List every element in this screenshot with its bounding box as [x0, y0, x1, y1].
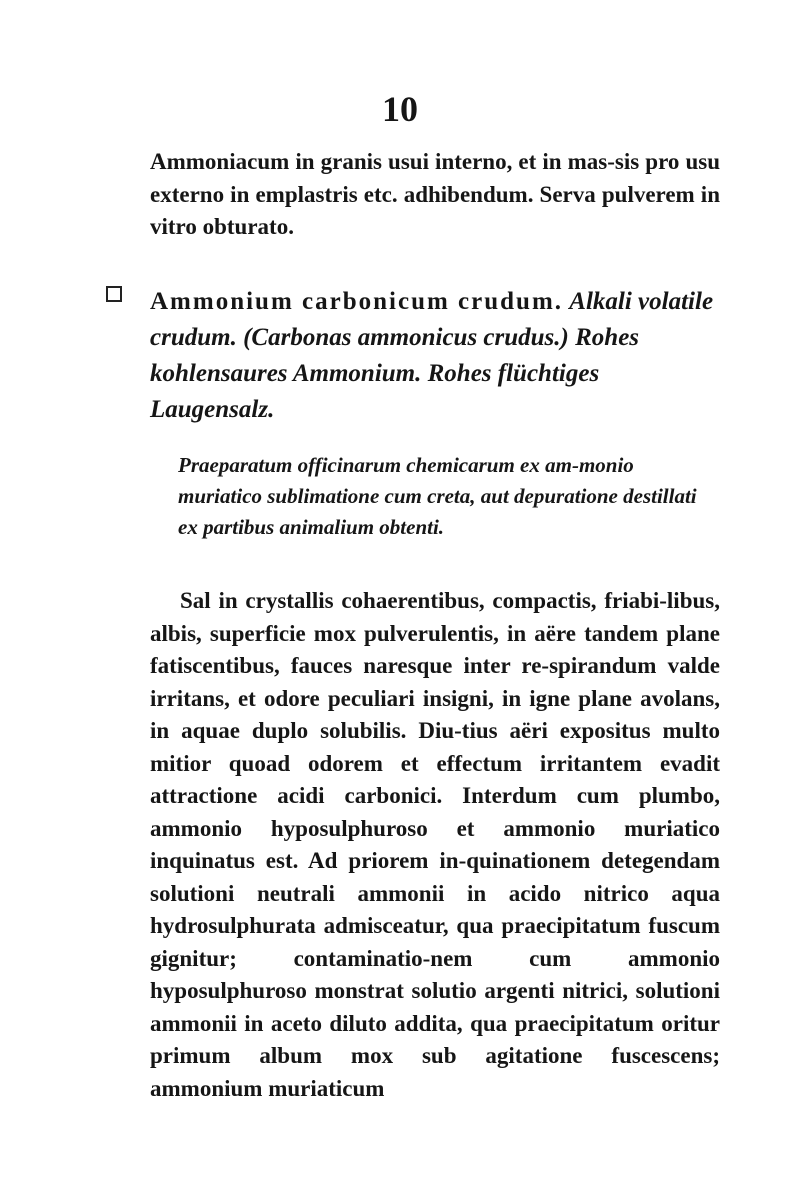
entry-synonym-2: (Carbonas ammonicus crudus.) — [243, 324, 569, 351]
preparation-note: Praeparatum officinarum chemicarum ex am-monio muriatico sublimatione cum creta, aut depuratione destillati ex partibus animalium obtenti. — [178, 453, 697, 539]
entry-synonym-1: Alkali volatile crudum. — [150, 288, 714, 351]
entry-heading — [150, 284, 720, 428]
entry-german-2: Rohes flüchtiges Laugensalz. — [150, 360, 600, 423]
page-number: 10 — [382, 89, 418, 129]
entry-german-1: Rohes kohlensaures Ammonium. — [150, 324, 640, 387]
checkbox-icon[interactable] — [106, 286, 122, 302]
intro-paragraph: Ammoniacum in granis usui interno, et in mas-sis pro usu externo in emplastris etc. adhibendum. Serva pulverem in vitro obturato. — [150, 149, 720, 239]
entry-name: Ammonium carbonicum crudum. — [150, 288, 564, 315]
description-paragraph: Sal in crystallis cohaerentibus, compactis, friabi-libus, albis, superficie mox pulverulentis, in aëre tandem plane fatiscentibus, fauces naresque inter re-spirandum valde irritans, et odore peculiari insigni, in igne plane avolans, in aquae duplo solubilis. Diu-tius aëri expositus multo mitior quoad odorem et effectum irritantem evadit attractione acidi carbonici. Interdum cum plumbo, ammonio hyposulphuroso et ammonio muriatico inquinatus est. Ad priorem in-quinationem detegendam solutioni neutrali ammonii in acido nitrico aqua hydrosulphurata admisceatur, qua praecipitatum fuscum gignitur; contaminatio-nem cum ammonio hyposulphuroso monstrat solutio argenti nitrici, solutioni ammonii in aceto diluto addita, qua praecipitatum oritur primum album mox sub agitatione fuscescens; ammonium muriaticum — [150, 588, 720, 1101]
